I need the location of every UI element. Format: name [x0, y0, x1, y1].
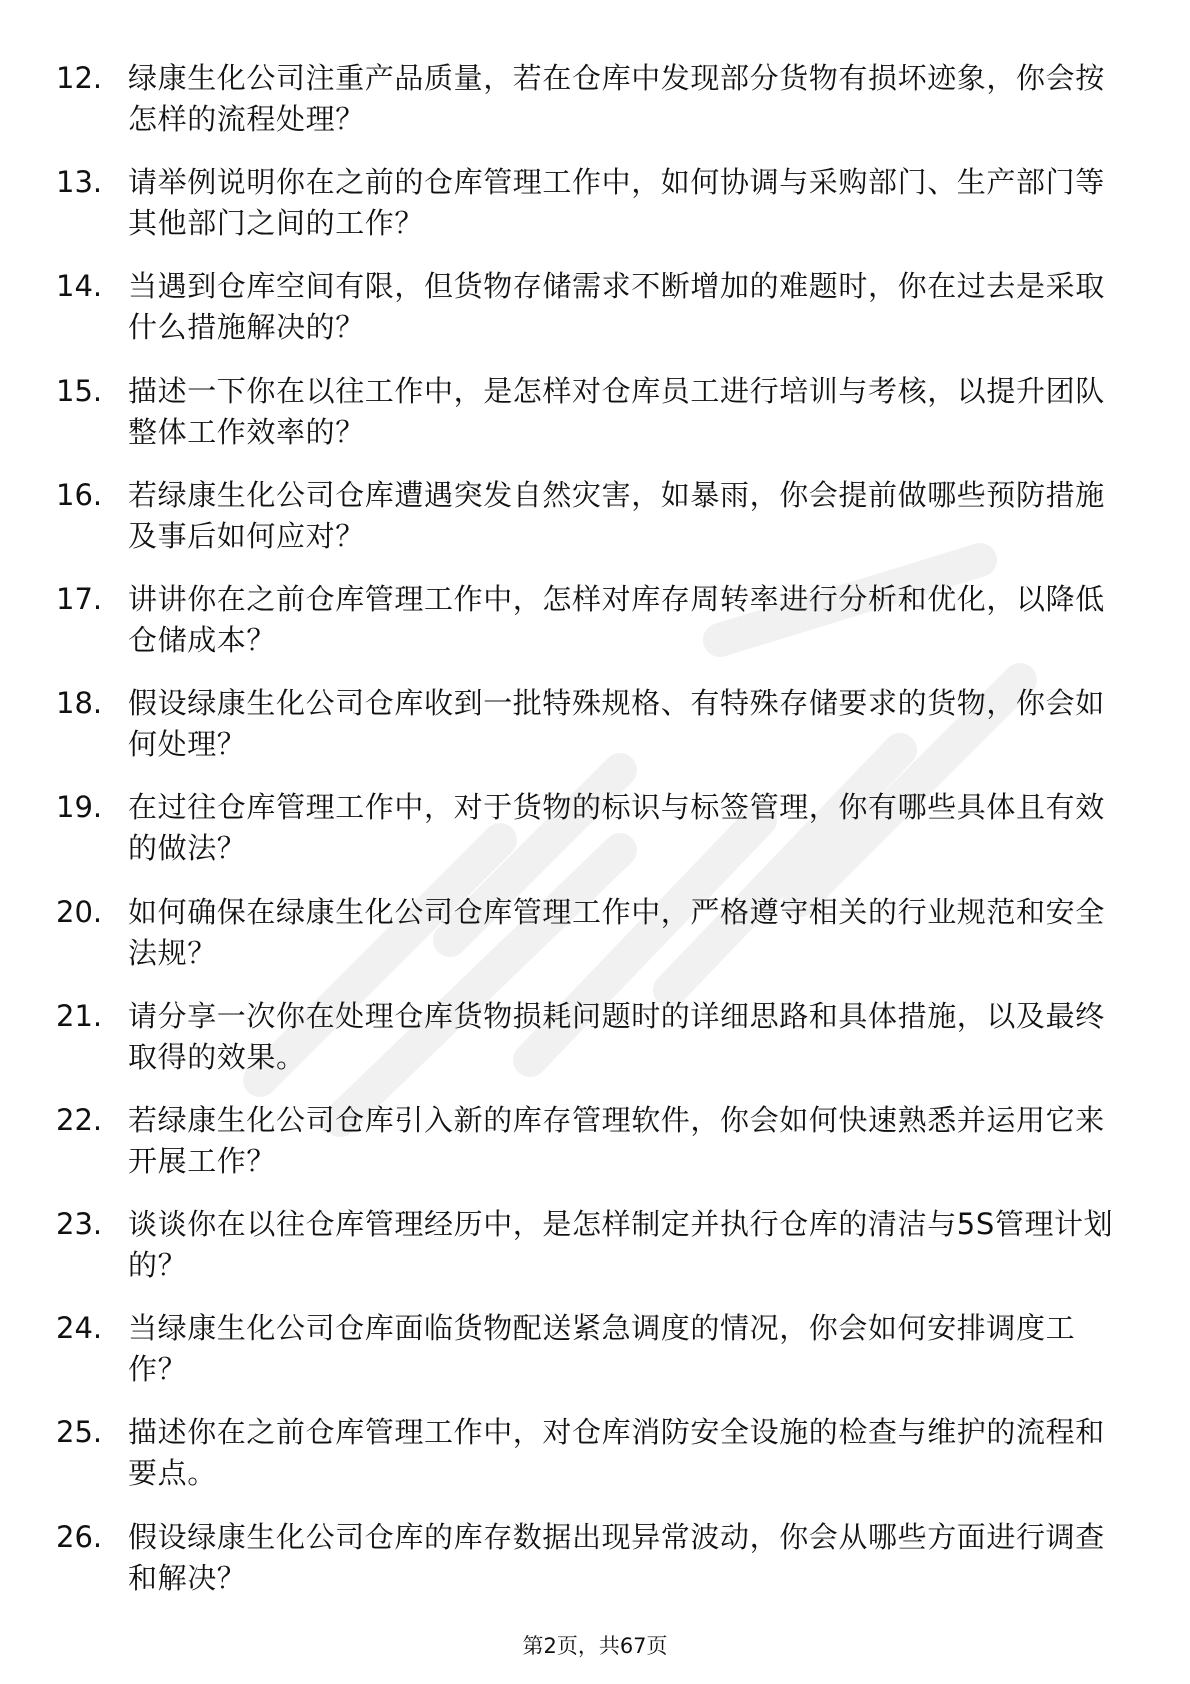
list-item	[56, 1100, 1116, 1204]
list-item	[56, 58, 1116, 162]
list-item	[56, 475, 1116, 579]
list-item	[56, 266, 1116, 370]
question-number: 13.	[56, 165, 103, 200]
question-number: 16.	[56, 477, 103, 512]
question-number: 12.	[56, 61, 103, 95]
question-number: 19.	[56, 790, 103, 825]
question-number: 23.	[56, 1207, 103, 1242]
list-item	[56, 1412, 1116, 1516]
question-text: 当绿康生化公司仓库面临货物配送紧急调度的情况，你会如何安排调度工作？	[128, 1311, 1076, 1387]
question-number: 17.	[56, 581, 103, 616]
question-text: 谈谈你在以往仓库管理经历中，是怎样制定并执行仓库的清洁与5S管理计划的？	[128, 1207, 1114, 1283]
list-item	[56, 579, 1116, 683]
list-item	[56, 996, 1116, 1100]
question-text: 请分享一次你在处理仓库货物损耗问题时的详细思路和具体措施，以及最终取得的效果。	[128, 998, 1105, 1074]
question-number: 24.	[56, 1311, 103, 1346]
list-item	[56, 892, 1116, 996]
page-footer	[0, 1632, 1190, 1660]
list-item	[56, 1517, 1116, 1621]
page-number: 第2页，共67页	[522, 1634, 668, 1658]
list-item	[56, 162, 1116, 266]
question-number: 22.	[56, 1102, 103, 1137]
question-number: 26.	[56, 1519, 103, 1554]
list-item	[56, 1204, 1116, 1308]
question-text: 若绿康生化公司仓库引入新的库存管理软件，你会如何快速熟悉并运用它来开展工作？	[128, 1102, 1105, 1178]
question-text: 在过往仓库管理工作中，对于货物的标识与标签管理，你有哪些具体且有效的做法？	[128, 790, 1105, 866]
question-number: 21.	[56, 998, 103, 1033]
question-text: 假设绿康生化公司仓库收到一批特殊规格、有特殊存储要求的货物，你会如何处理？	[128, 686, 1105, 762]
question-list	[56, 58, 1116, 1621]
question-text: 描述你在之前仓库管理工作中，对仓库消防安全设施的检查与维护的流程和要点。	[128, 1415, 1105, 1491]
question-text: 请举例说明你在之前的仓库管理工作中，如何协调与采购部门、生产部门等其他部门之间的工作？	[128, 165, 1105, 241]
question-text: 描述一下你在以往工作中，是怎样对仓库员工进行培训与考核，以提升团队整体工作效率的？	[128, 373, 1105, 449]
question-text: 如何确保在绿康生化公司仓库管理工作中，严格遵守相关的行业规范和安全法规？	[128, 894, 1105, 970]
question-number: 20.	[56, 894, 103, 929]
question-number: 18.	[56, 686, 103, 721]
question-text: 若绿康生化公司仓库遭遇突发自然灾害，如暴雨，你会提前做哪些预防措施及事后如何应对？	[128, 477, 1105, 553]
question-text: 绿康生化公司注重产品质量，若在仓库中发现部分货物有损坏迹象，你会按怎样的流程处理？	[128, 61, 1105, 136]
question-text: 假设绿康生化公司仓库的库存数据出现异常波动，你会从哪些方面进行调查和解决？	[128, 1519, 1105, 1595]
question-text: 当遇到仓库空间有限，但货物存储需求不断增加的难题时，你在过去是采取什么措施解决的？	[128, 269, 1105, 345]
list-item	[56, 371, 1116, 475]
question-number: 14.	[56, 269, 103, 304]
question-number: 15.	[56, 373, 103, 408]
list-item	[56, 1308, 1116, 1412]
question-number: 25.	[56, 1415, 103, 1450]
question-text: 讲讲你在之前仓库管理工作中，怎样对库存周转率进行分析和优化，以降低仓储成本？	[128, 581, 1105, 657]
list-item	[56, 787, 1116, 891]
list-item	[56, 683, 1116, 787]
